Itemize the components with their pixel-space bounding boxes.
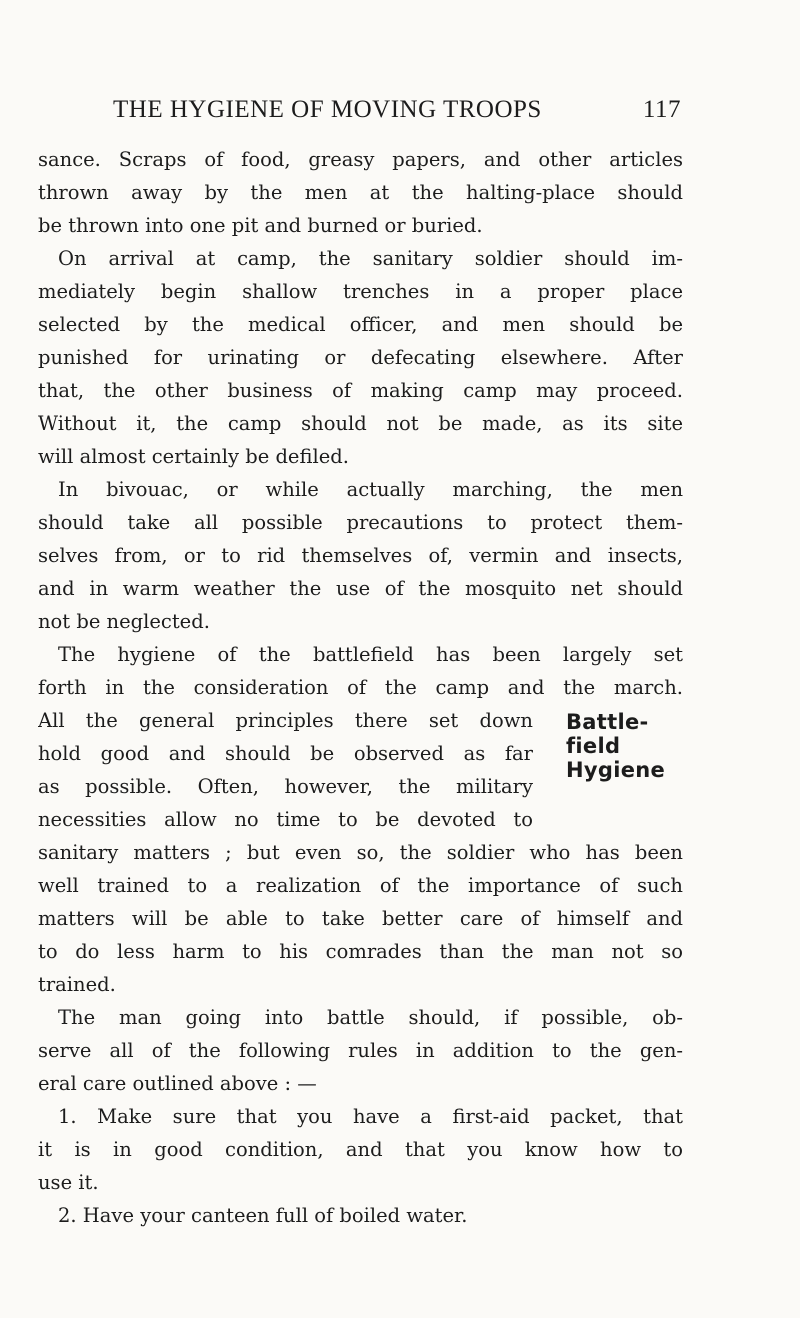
margin-note-line: Battle- [566,710,649,734]
margin-note [566,710,665,782]
text-line: use it. [38,1171,99,1194]
text-line: and in warm weather the use of the mosquito net should [38,577,683,600]
text-line: be thrown into one pit and burned or buried. [38,214,483,237]
text-line: Without it, the camp should not be made, as its site [38,412,683,435]
body-text [38,143,683,1232]
text-line: will almost certainly be defiled. [38,445,349,468]
text-line: All the general principles there set down [38,709,533,732]
running-header [113,96,681,124]
text-line: not be neglected. [38,610,210,633]
text-line: selves from, or to rid themselves of, vermin and insects, [38,544,683,567]
text-line: sance. Scraps of food, greasy papers, and other articles [38,148,683,171]
text-line: should take all possible precautions to protect them- [38,511,683,534]
text-line: selected by the medical officer, and men should be [38,313,683,336]
text-line: The man going into battle should, if possible, ob- [58,1006,683,1029]
text-line: hold good and should be observed as far [38,742,533,765]
text-line: forth in the consideration of the camp and the march. [38,676,683,699]
sidenote-text-column [38,704,533,836]
text-line: necessities allow no time to be devoted to [38,808,533,831]
text-line: mediately begin shallow trenches in a proper place [38,280,683,303]
running-title: THE HYGIENE OF MOVING TROOPS [113,96,542,123]
text-line: 2. Have your canteen full of boiled water. [58,1204,468,1227]
margin-note-line: Hygiene [566,758,666,782]
text-line: punished for urinating or defecating elsewhere. After [38,346,683,369]
text-line: to do less harm to his comrades than the man not so [38,940,683,963]
page-number: 117 [642,96,681,123]
text-line: that, the other business of making camp may proceed. [38,379,683,402]
text-line: thrown away by the men at the halting-place should [38,181,683,204]
text-line: In bivouac, or while actually marching, the men [58,478,683,501]
text-line: it is in good condition, and that you know how to [38,1138,683,1161]
text-line: matters will be able to take better care of himself and [38,907,683,930]
sidenote-block [38,704,683,836]
text-line: On arrival at camp, the sanitary soldier should im- [58,247,683,270]
text-line: 1. Make sure that you have a first-aid packet, that [58,1105,683,1128]
text-line: well trained to a realization of the importance of such [38,874,683,897]
text-line: sanitary matters ; but even so, the soldier who has been [38,841,683,864]
text-line: trained. [38,973,116,996]
text-line: The hygiene of the battlefield has been largely set [58,643,683,666]
text-line: as possible. Often, however, the military [38,775,533,798]
margin-note-line: field [566,734,621,758]
text-line: eral care outlined above : — [38,1072,317,1095]
text-line: serve all of the following rules in addition to the gen- [38,1039,683,1062]
